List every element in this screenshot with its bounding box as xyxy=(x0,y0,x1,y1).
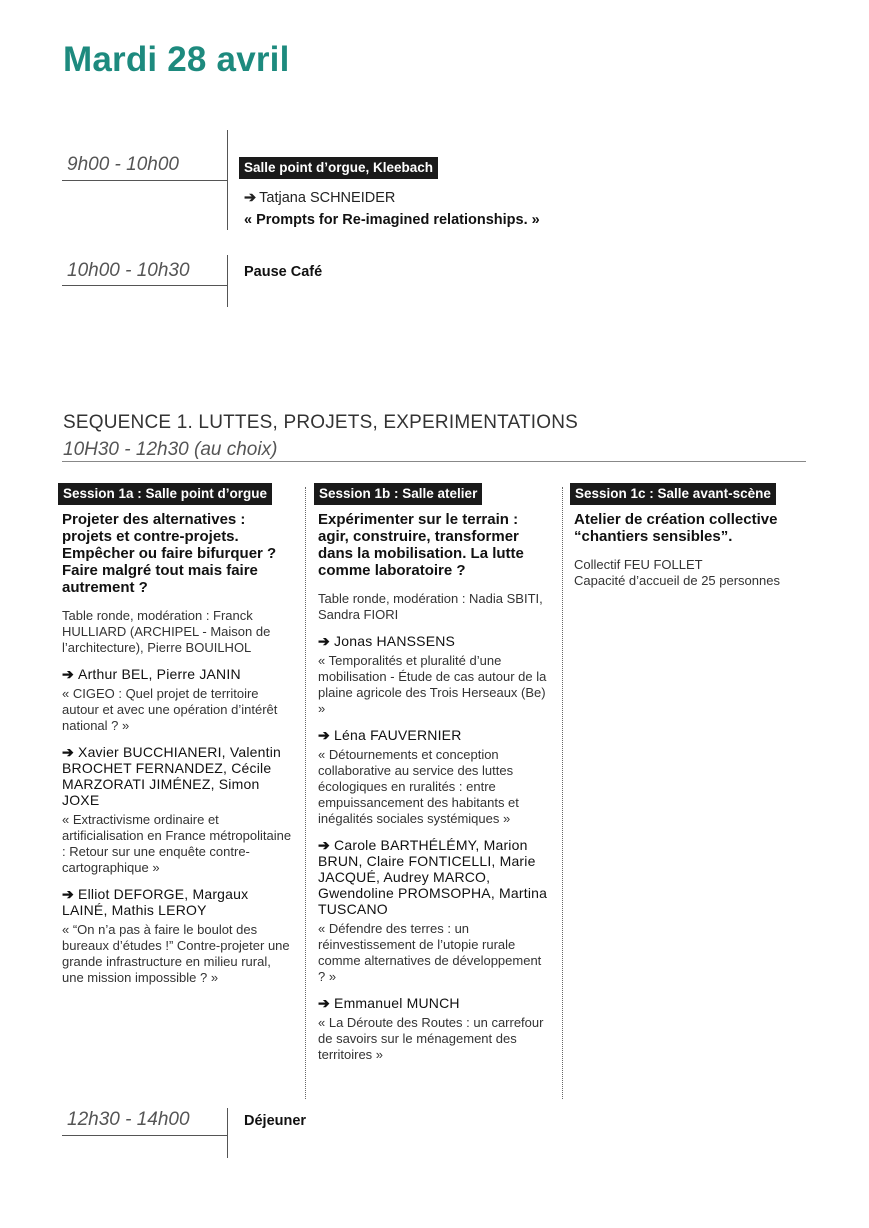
speaker: ➔ Carole BARTHÉLÉMY, Marion BRUN, Claire FONTICELLI, Marie JACQUÉ, Audrey MARCO, Gwendoline PROMSOPHA, Martina TUSCANO xyxy=(318,837,550,917)
speaker: ➔ Emmanuel MUNCH xyxy=(318,995,550,1011)
session-meta: Collectif FEU FOLLET xyxy=(574,557,703,572)
sequence-underline xyxy=(62,461,806,462)
time-divider xyxy=(227,130,228,230)
speaker-name: Tatjana SCHNEIDER xyxy=(259,190,396,206)
session-capacity: Capacité d’accueil de 25 personnes xyxy=(574,573,780,588)
talk-desc: « Détournements et conception collaborative au service des luttes écologiques en ruralités : entre empuissancement des habitants et inégalités sociales systémiques » xyxy=(318,747,519,826)
talk-desc: « Extractivisme ordinaire et artificialisation en France métropolitaine : Retour sur une enquête contre-cartographique » xyxy=(62,812,292,875)
session-title: Expérimenter sur le terrain : agir, construire, transformer dans la mobilisation. La lutte comme laboratoire ? xyxy=(318,511,524,579)
time-divider xyxy=(227,1108,228,1158)
session-label: Session 1a : Salle point d’orgue xyxy=(58,483,272,505)
talk-desc: « “On n’a pas à faire le boulot des bureaux d’études !” Contre-projeter une grande infrastructure en milieu rural, une mission impossible ? » xyxy=(62,922,290,985)
session-title: Projeter des alternatives : projets et contre-projets. Empêcher ou faire bifurquer ? Faire malgré tout mais faire autrement ? xyxy=(62,511,277,596)
session-title: Atelier de création collective “chantiers sensibles”. xyxy=(574,511,778,545)
speaker: ➔ Elliot DEFORGE, Margaux LAINÉ, Mathis LEROY xyxy=(62,886,294,918)
session-1b xyxy=(314,483,550,1073)
session-1a xyxy=(58,483,294,996)
break-label: Pause Café xyxy=(244,264,323,280)
time-underline xyxy=(62,285,227,286)
room-label: Salle point d’orgue, Kleebach xyxy=(239,157,438,179)
lunch-label: Déjeuner xyxy=(244,1113,307,1129)
column-separator xyxy=(305,487,306,1099)
speaker: ➔ Léna FAUVERNIER xyxy=(318,727,550,743)
speaker xyxy=(244,190,395,206)
slot-time: 10h00 - 10h30 xyxy=(67,260,190,281)
talk-desc: « CIGEO : Quel projet de territoire autour et avec une opération d’intérêt national ? » xyxy=(62,686,278,733)
session-meta: Table ronde, modération : Franck HULLIARD (ARCHIPEL - Maison de l’architecture), Pierre BOUILHOL xyxy=(62,608,271,655)
sequence-title: SEQUENCE 1. LUTTES, PROJETS, EXPERIMENTATIONS xyxy=(63,412,579,433)
talk-desc: « La Déroute des Routes : un carrefour de savoirs sur le ménagement des territoires » xyxy=(318,1015,544,1062)
session-label: Session 1b : Salle atelier xyxy=(314,483,482,505)
sequence-time: 10H30 - 12h30 (au choix) xyxy=(63,439,278,460)
talk-title: « Prompts for Re-imagined relationships. » xyxy=(244,212,540,228)
time-underline xyxy=(62,180,227,181)
talk-desc: « Temporalités et pluralité d’une mobilisation - Étude de cas autour de la plaine agricole des Trois Herseaux (Be) » xyxy=(318,653,547,716)
session-1c xyxy=(570,483,806,599)
speaker: ➔ Jonas HANSSENS xyxy=(318,633,550,649)
arrow-icon: ➔ xyxy=(244,190,257,206)
speaker: ➔ Arthur BEL, Pierre JANIN xyxy=(62,666,294,682)
time-divider xyxy=(227,255,228,307)
page-title: Mardi 28 avril xyxy=(63,40,290,79)
speaker: ➔ Xavier BUCCHIANERI, Valentin BROCHET FERNANDEZ, Cécile MARZORATI JIMÉNEZ, Simon JOXE xyxy=(62,744,294,808)
slot-time: 9h00 - 10h00 xyxy=(67,154,179,175)
column-separator xyxy=(562,487,563,1099)
time-underline xyxy=(62,1135,227,1136)
session-meta: Table ronde, modération : Nadia SBITI, Sandra FIORI xyxy=(318,591,543,622)
slot-time: 12h30 - 14h00 xyxy=(67,1109,190,1130)
session-label: Session 1c : Salle avant-scène xyxy=(570,483,776,505)
talk-desc: « Défendre des terres : un réinvestissement de l’utopie rurale comme alternatives de développement ? » xyxy=(318,921,542,984)
